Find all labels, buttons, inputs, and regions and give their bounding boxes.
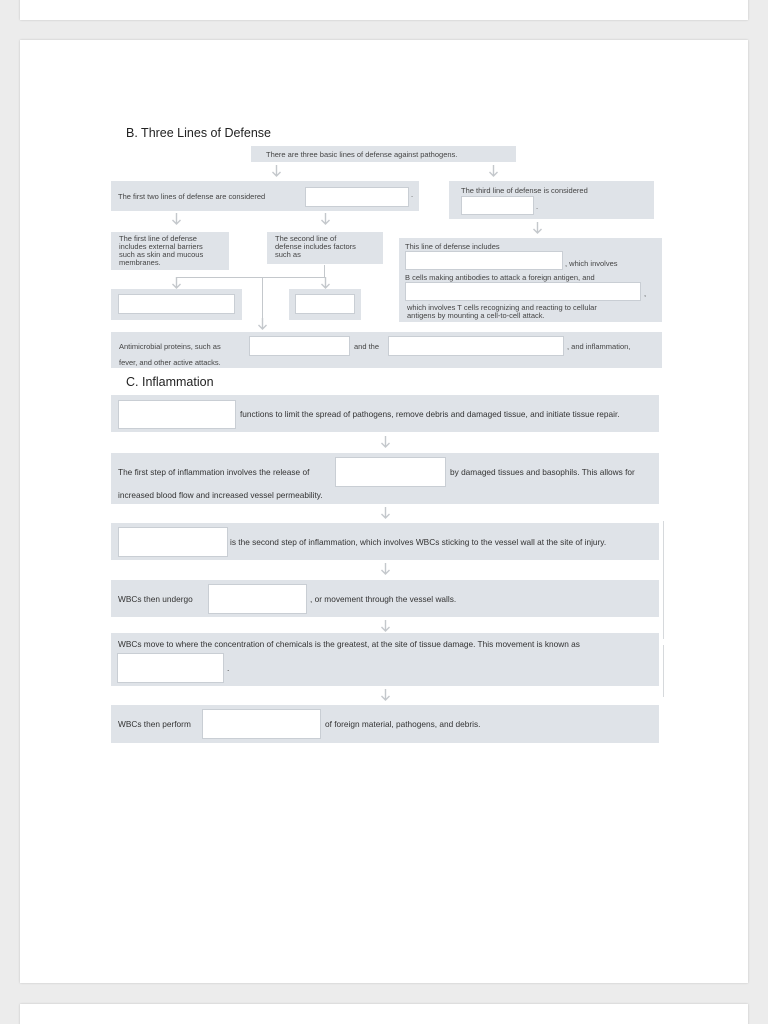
third-prefix: The third line of defense is considered <box>461 186 588 195</box>
connector-line <box>262 277 263 322</box>
first-two-answer-input[interactable] <box>305 187 409 207</box>
next-page <box>20 1004 748 1024</box>
second-line-text-1: The second line of <box>275 234 337 243</box>
second-line-box <box>267 232 383 264</box>
second-line-answer-box <box>289 289 361 320</box>
section-c-heading: C. Inflammation <box>126 375 214 389</box>
box4-suffix: , or movement through the vessel walls. <box>310 594 457 604</box>
inflammation-answer-6[interactable] <box>202 709 321 739</box>
external-barriers-answer-box <box>111 289 242 320</box>
first-two-suffix: . <box>411 190 414 199</box>
arrow-down-icon <box>381 689 390 701</box>
inflammation-box-5 <box>111 633 659 686</box>
first-line-text-3: such as skin and mucous <box>119 250 204 259</box>
arrow-down-icon <box>489 165 498 177</box>
inflammation-answer-5[interactable] <box>117 653 224 683</box>
inflammation-box-3 <box>111 523 659 560</box>
t-cells-text-1: which involves T cells recognizing and reacting to cellular <box>407 303 597 312</box>
arrow-down-icon <box>258 318 267 330</box>
arrow-down-icon <box>533 222 542 234</box>
third-includes-text: This line of defense includes <box>405 242 500 251</box>
second-line-factor-input[interactable] <box>295 294 355 314</box>
second-line-text-3: such as <box>275 250 301 259</box>
box2-prefix: The first step of inflammation involves the release of <box>118 467 310 477</box>
box2-line2: increased blood flow and increased vessel permeability. <box>118 490 323 500</box>
inflammation-box-6 <box>111 705 659 743</box>
fever-line: fever, and other active attacks. <box>119 358 221 367</box>
antimicrobial-box <box>111 332 662 368</box>
inflammation-answer-3[interactable] <box>118 527 228 557</box>
b-cells-text: B cells making antibodies to attack a foreign antigen, and <box>405 273 595 282</box>
arrow-down-icon <box>172 213 181 225</box>
arrow-down-icon <box>172 277 181 289</box>
inflammation-box-4 <box>111 580 659 617</box>
scroll-edge-line <box>663 521 664 639</box>
external-barriers-input[interactable] <box>118 294 235 314</box>
b-cells-input[interactable] <box>405 282 641 301</box>
antimicrobial-input[interactable] <box>249 336 350 356</box>
arrow-down-icon <box>381 507 390 519</box>
box4-prefix: WBCs then undergo <box>118 594 193 604</box>
inflammation-box-1 <box>111 395 659 432</box>
third-includes-input[interactable] <box>405 251 563 270</box>
second-line-text-2: defense includes factors <box>275 242 356 251</box>
first-line-text-1: The first line of defense <box>119 234 197 243</box>
and-the-text: and the <box>354 342 380 351</box>
arrow-down-icon <box>272 165 281 177</box>
arrow-down-icon <box>381 436 390 448</box>
first-two-lines-box <box>111 181 419 211</box>
inflammation-box-2 <box>111 453 659 504</box>
first-two-prefix: The first two lines of defense are considered <box>118 192 266 201</box>
third-suffix: . <box>536 202 539 211</box>
inflammation-suffix: , and inflammation, <box>567 342 631 351</box>
previous-page <box>20 0 748 20</box>
section-b-heading: B. Three Lines of Defense <box>126 126 271 140</box>
inflammation-text-1: functions to limit the spread of pathogens, remove debris and damaged tissue, and initiate tissue repair. <box>240 409 620 419</box>
which-involves-text: , which involves <box>565 259 618 268</box>
antimicrobial-prefix: Antimicrobial proteins, such as <box>119 342 221 351</box>
intro-box <box>251 146 516 162</box>
connector-line <box>176 277 325 278</box>
inflammation-answer-4[interactable] <box>208 584 307 614</box>
third-line-box <box>449 181 654 219</box>
scroll-edge-line <box>663 645 664 697</box>
t-cells-text-2: antigens by mounting a cell-to-cell attack. <box>407 311 545 320</box>
box3-text: is the second step of inflammation, which involves WBCs sticking to the vessel wall at the site of injury. <box>230 537 607 547</box>
inflammation-answer-2[interactable] <box>335 457 446 487</box>
box6-suffix: of foreign material, pathogens, and debris. <box>325 719 481 729</box>
inflammation-answer-1[interactable] <box>118 400 236 429</box>
third-line-detail-box <box>399 238 662 322</box>
box5-text: WBCs move to where the concentration of chemicals is the greatest, at the site of tissue damage. This movement is known as <box>118 639 580 649</box>
first-line-text-2: includes external barriers <box>119 242 203 251</box>
box5-suffix: . <box>227 663 230 673</box>
third-answer-input[interactable] <box>461 196 534 215</box>
first-line-text-4: membranes. <box>119 258 161 267</box>
box2-suffix: by damaged tissues and basophils. This allows for <box>450 467 635 477</box>
arrow-down-icon <box>321 277 330 289</box>
intro-text: There are three basic lines of defense against pathogens. <box>266 150 458 159</box>
first-line-box <box>111 232 229 270</box>
and-the-input[interactable] <box>388 336 564 356</box>
arrow-down-icon <box>321 213 330 225</box>
comma-text: , <box>644 289 647 298</box>
box6-prefix: WBCs then perform <box>118 719 191 729</box>
arrow-down-icon <box>381 620 390 632</box>
arrow-down-icon <box>381 563 390 575</box>
